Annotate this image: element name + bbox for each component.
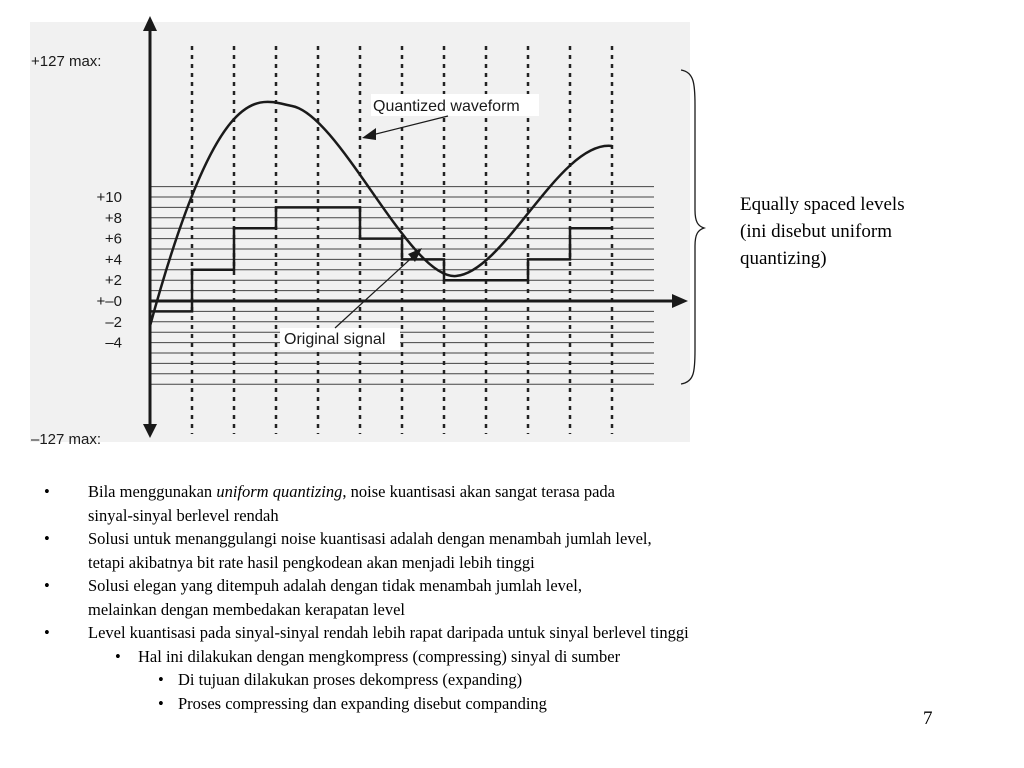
- sub-bullet-text: Hal ini dilakukan dengan mengkompress (compressing) sinyal di sumber: [138, 646, 621, 666]
- uniform-levels-note: [740, 191, 980, 272]
- sub-sub-bullet-text: Proses compressing dan expanding disebut companding: [178, 693, 547, 713]
- quantized-waveform-label: Quantized waveform: [373, 98, 520, 115]
- bullet-line: [88, 480, 1024, 504]
- min-level-label: –127 max:: [31, 431, 102, 448]
- note-line: Equally spaced levels: [740, 194, 905, 215]
- level-label: –2: [105, 313, 122, 331]
- level-label: +10: [96, 189, 122, 206]
- bullet-marker: •: [158, 693, 164, 713]
- bullet-item: [0, 621, 1024, 645]
- level-label: –4: [105, 334, 122, 352]
- bullet-text: , noise kuantisasi akan sangat terasa pada: [342, 482, 615, 501]
- bullet-text-italic: uniform quantizing: [216, 482, 343, 501]
- original-signal-label: Original signal: [284, 331, 386, 348]
- note-line: quantizing): [740, 248, 827, 269]
- bullet-item: [0, 480, 1024, 527]
- sub-bullet-item: [0, 645, 1024, 669]
- bullet-marker: •: [44, 623, 50, 642]
- sub-sub-bullet-item: [0, 692, 1024, 716]
- bullet-list: [0, 480, 1024, 715]
- level-label: +8: [104, 209, 122, 227]
- level-label: +–0: [96, 293, 122, 310]
- bullet-item: [0, 527, 1024, 574]
- bullet-marker: •: [44, 529, 50, 548]
- bullet-text: Bila menggunakan: [88, 482, 217, 501]
- sub-sub-bullet-item: [0, 668, 1024, 692]
- level-label: +6: [104, 230, 122, 248]
- note-line: (ini disebut uniform: [740, 221, 892, 242]
- bullet-item: [0, 574, 1024, 621]
- level-label: +4: [104, 251, 122, 269]
- max-level-label: +127 max:: [31, 53, 102, 70]
- bullet-line: sinyal-sinyal berlevel rendah: [88, 505, 279, 525]
- level-label: +2: [104, 272, 122, 290]
- bullet-marker: •: [158, 670, 164, 689]
- bullet-line: Solusi elegan yang ditempuh adalah dengan tidak menambah jumlah level,: [88, 576, 582, 595]
- bullet-marker: •: [115, 646, 121, 666]
- page-number: 7: [923, 708, 933, 729]
- bullet-marker: •: [44, 576, 50, 595]
- bullet-line: tetapi akibatnya bit rate hasil pengkodean akan menjadi lebih tinggi: [88, 552, 535, 572]
- sub-sub-bullet-text: Di tujuan dilakukan proses dekompress (expanding): [178, 670, 523, 689]
- bullet-line: Solusi untuk menanggulangi noise kuantisasi adalah dengan menambah jumlah level,: [88, 529, 652, 548]
- bullet-line: Level kuantisasi pada sinyal-sinyal rendah lebih rapat daripada untuk sinyal berlevel tinggi: [88, 623, 689, 642]
- bullet-marker: •: [44, 482, 50, 501]
- bullet-line: melainkan dengan membedakan kerapatan level: [88, 599, 406, 619]
